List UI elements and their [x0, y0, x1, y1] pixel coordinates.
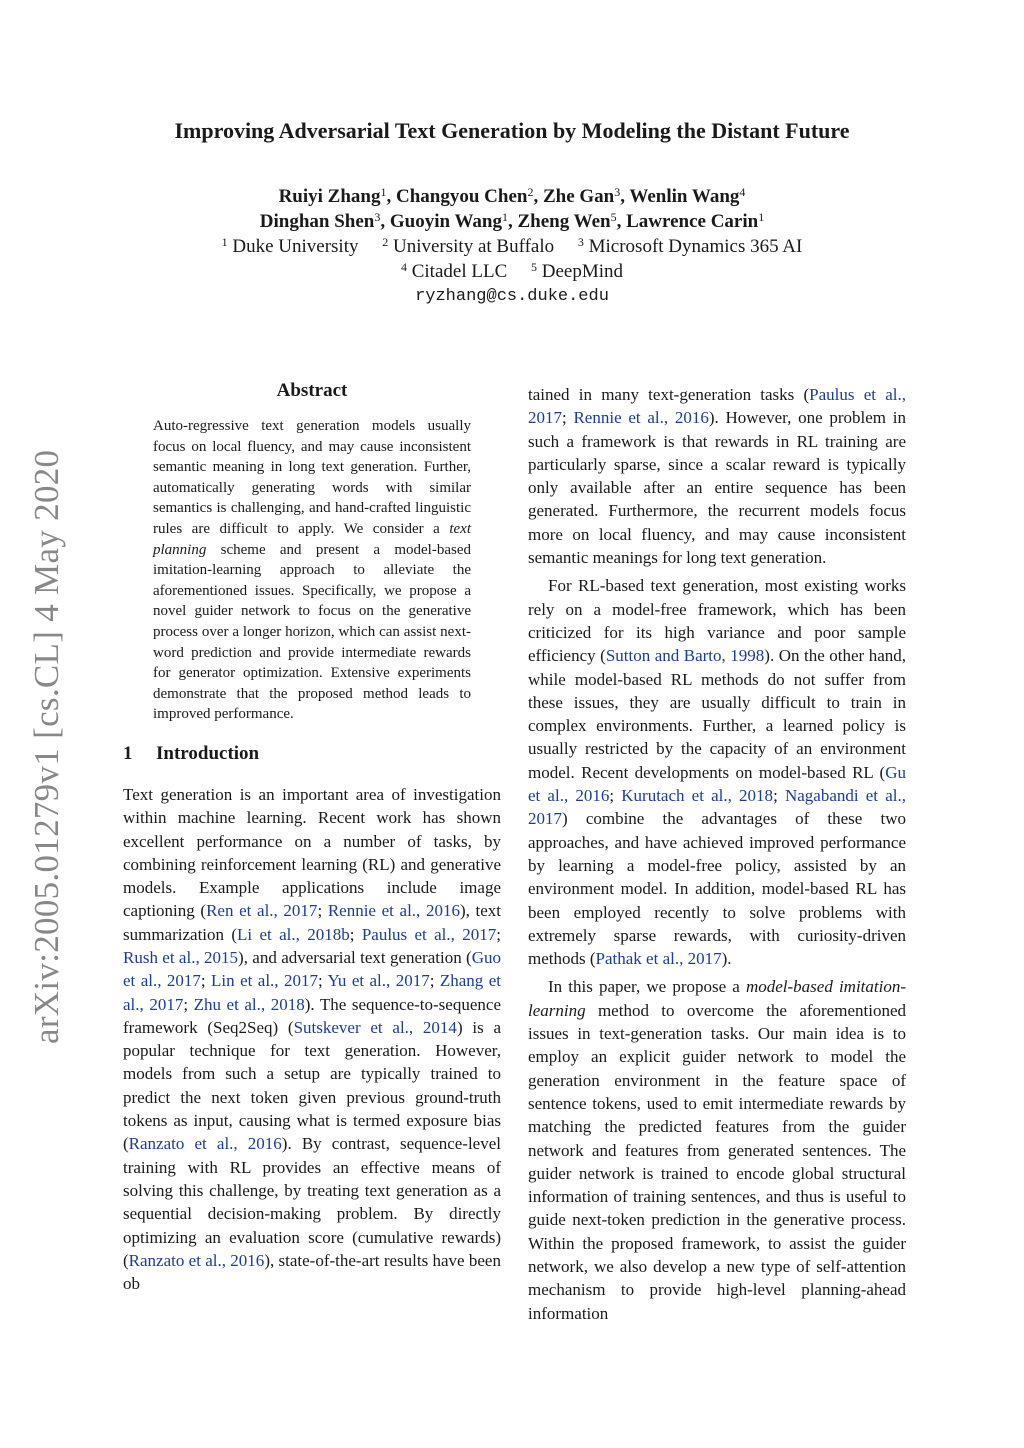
citation-link[interactable]: Paulus et al., 2017 [528, 385, 906, 428]
citation-link[interactable]: Sutskever et al., 2014 [293, 1017, 457, 1037]
author-email[interactable]: ryzhang@cs.duke.edu [415, 287, 609, 306]
intro-paragraph-1: Text generation is an important area of investigation within machine learning. Recent work has shown excellent performance on a number of tasks, by combining reinforcement learning (RL) and generative models. Example applications include image captioning (Ren et al., 2017; Rennie et al., 2016), text summarization (Li et al., 2018b; Paulus et al., 2017; Rush et al., 2015), and adversarial text generation (Guo et al., 2017; Lin et al., 2017; Yu et al., 2017; Zhang et al., 2017; Zhu et al., 2018). The sequence-to-sequence framework (Seq2Seq) (Sutskever et al., 2014) is a popular technique for text generation. However, models from such a setup are typically trained to predict the next token given previous ground-truth tokens as input, causing what is termed exposure bias (Ranzato et al., 2016). By contrast, sequence-level training with RL provides an effective means of solving this challenge, by treating text generation as a sequential decision-making problem. By directly optimizing an evaluation score (cumulative rewards) (Ranzato et al., 2016), state-of-the-art results have been ob [123, 784, 502, 1294]
author-affiliation-mark: 4 [739, 185, 746, 199]
author-affiliation-mark: 1 [758, 210, 765, 224]
abstract-heading: Abstract [276, 380, 348, 401]
affiliation-number: 2 [382, 235, 389, 249]
intro-paragraph-2: For RL-based text generation, most existing works rely on a model-free framework, which has been criticized for its high variance and poor sample efficiency (Sutton and Barto, 1998). On the other hand, while model-based RL methods do not suffer from these issues, they are usually difficult to train in complex environments. Further, a learned policy is usually restricted by the capacity of an environment model. Recent developments on model-based RL (Gu et al., 2016; Kurutach et al., 2018; Nagabandi et al., 2017) combine the advantages of these two approaches, and have achieved improved performance by learning a model-free policy, assisted by an environment model. In addition, model-based RL has been employed recently to solve problems with extremely sparse rewards, with curiosity-driven methods (Pathak et al., 2017). [528, 576, 906, 969]
author-name: Changyou Chen [395, 186, 528, 207]
citation-link[interactable]: Ren et al., 2017 [206, 901, 318, 921]
author-name: Ruiyi Zhang [278, 186, 381, 207]
intro-paragraph-1-continued: tained in many text-generation tasks (Paulus et al., 2017; Rennie et al., 2016). However, one problem in such a framework is that rewards in RL training are particularly sparse, since a scalar reward is typically only available after an entire sequence has been generated. Furthermore, the recurrent models focus more on local fluency, and may cause inconsistent semantic meanings for long text generation. [528, 385, 906, 568]
author-line-2: Dinghan Shen$^3$, Guoyin Wang$^1$, Zheng Wen$^5$, Lawrence Carin$^1$ [259, 210, 765, 232]
author-name: Zheng Wen [517, 211, 611, 232]
citation-link[interactable]: Zhang et al., 2017 [123, 971, 501, 1014]
author-name: Lawrence Carin [626, 211, 759, 232]
citation-link[interactable]: Lin et al., 2017 [211, 971, 318, 991]
author-name: Zhe Gan [542, 186, 615, 207]
citation-link[interactable]: Pathak et al., 2017 [595, 949, 722, 969]
citation-link[interactable]: Paulus et al., 2017 [361, 924, 497, 944]
section-number: 1 [123, 742, 133, 764]
affiliation-name: DeepMind [541, 261, 624, 282]
author-affiliation-mark: 2 [527, 185, 534, 199]
paper-title: Improving Adversarial Text Generation by Modeling the Distant Future [174, 118, 850, 143]
emphasis-text: model-based imitation-learning [528, 977, 907, 1020]
citation-link[interactable]: Guo et al., 2017 [123, 947, 501, 991]
affiliation-line-1 [0, 234, 1024, 259]
author-line-1: Ruiyi Zhang$^1$, Changyou Chen$^2$, Zhe Gan$^3$, Wenlin Wang$^4$ [278, 185, 746, 207]
author-affiliation-mark: 5 [610, 210, 617, 224]
citation-link[interactable]: Nagabandi et al., 2017 [528, 786, 906, 829]
affiliation-number: 5 [531, 260, 537, 274]
affiliation-name: Duke University [232, 236, 359, 257]
section-heading-introduction [123, 743, 501, 769]
citation-link[interactable]: Ranzato et al., 2016 [128, 1134, 282, 1154]
author-name: Wenlin Wang [629, 186, 740, 207]
affiliation-name: Citadel LLC [411, 261, 508, 282]
affiliation-number: 4 [400, 260, 407, 274]
affiliation-number: 3 [577, 235, 584, 249]
abstract-emphasis: text planning [153, 520, 471, 558]
author-block [0, 184, 1024, 309]
author-name: Guoyin Wang [389, 211, 502, 232]
author-affiliation-mark: 3 [374, 210, 381, 224]
section-title: Introduction [156, 742, 260, 764]
affiliation-name: Microsoft Dynamics 365 AI [588, 236, 803, 257]
author-affiliation-mark: 1 [380, 185, 387, 199]
affiliation-line-2 [0, 259, 1024, 284]
citation-link[interactable]: Ranzato et al., 2016 [128, 1250, 265, 1270]
citation-link[interactable]: Gu et al., 2016 [528, 762, 906, 806]
citation-link[interactable]: Rennie et al., 2016 [573, 408, 709, 428]
arxiv-stamp: arXiv:2005.01279v1 [cs.CL] 4 May 2020 [27, 449, 66, 1045]
citation-link[interactable]: Zhu et al., 2018 [193, 994, 305, 1014]
citation-link[interactable]: Rush et al., 2015 [123, 947, 239, 967]
left-column [123, 380, 501, 1295]
right-column [528, 383, 906, 1325]
affiliation-number: 1 [221, 235, 228, 249]
author-affiliation-mark: 3 [614, 185, 621, 199]
citation-link[interactable]: Sutton and Barto, 1998 [605, 646, 765, 666]
abstract-text: Auto-regressive text generation models usually focus on local fluency, and may cause inconsistent semantic meaning in long text generation. Further, automatically generating words with similar semantics is challenging, and hand-crafted linguistic rules are difficult to apply. We consider a text planning scheme and present a model-based imitation-learning approach to alleviate the aforementioned issues. Specifically, we propose a novel guider network to focus on the generative process over a longer horizon, which can assist next-word prediction and provide intermediate rewards for generator optimization. Extensive experiments demonstrate that the proposed method leads to improved performance. [153, 418, 471, 723]
citation-link[interactable]: Kurutach et al., 2018 [621, 786, 774, 806]
affiliation-name: University at Buffalo [393, 236, 555, 257]
citation-link[interactable]: Yu et al., 2017 [327, 971, 430, 991]
author-name: Dinghan Shen [259, 211, 375, 232]
citation-link[interactable]: Li et al., 2018b [237, 924, 350, 944]
author-affiliation-mark: 1 [502, 210, 508, 224]
intro-paragraph-3: In this paper, we propose a model-based imitation-learning method to overcome the aforementioned issues in text-generation tasks. Our main idea is to employ an explicit guider network to model the generation environment in the feature space of sentence tokens, used to emit intermediate rewards by matching the predicted features from the guider network and features from generated sentences. The guider network is trained to encode global structural information of training sentences, and thus is useful to guide next-token prediction in the generative process. Within the proposed framework, to assist the guider network, we also develop a new type of self-attention mechanism to provide high-level planning-ahead information [528, 977, 907, 1323]
citation-link[interactable]: Rennie et al., 2016 [327, 901, 460, 921]
